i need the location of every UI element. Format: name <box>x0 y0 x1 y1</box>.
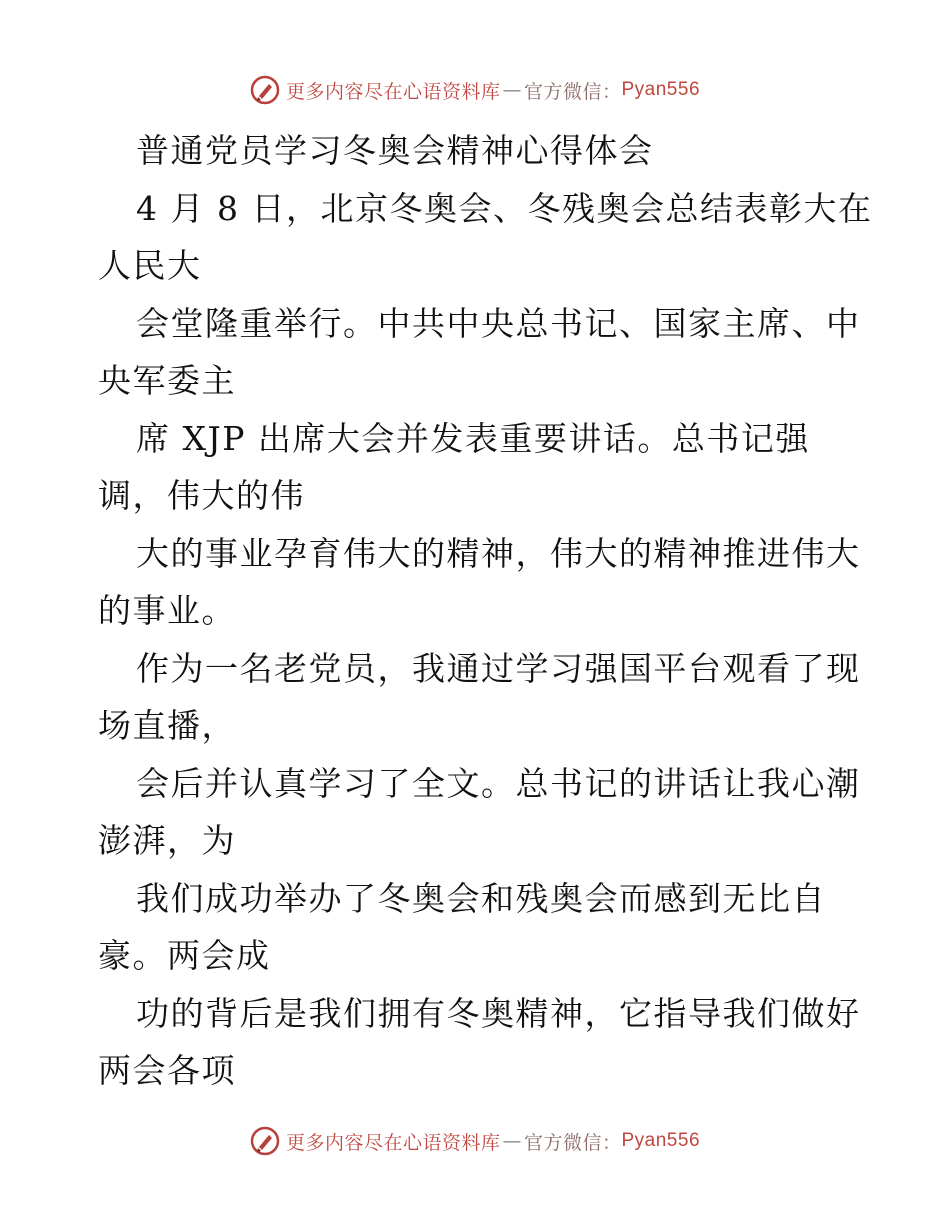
text-line: 两会各项 <box>98 1051 236 1090</box>
text-line: 4 月 8 日，北京冬奥会、冬残奥会总结表彰大在 <box>136 188 873 228</box>
text-line: 席 XJP 出席大会并发表重要讲话。总书记强 <box>136 418 810 458</box>
text-line: 会堂隆重举行。中共中央总书记、国家主席、中 <box>136 303 861 343</box>
text-line: 澎湃，为 <box>98 821 236 860</box>
watermark-main-text: 更多内容尽在心语资料库 <box>285 80 501 103</box>
text-line: 会后并认真学习了全文。总书记的讲话让我心潮 <box>136 763 861 803</box>
footer-watermark <box>0 1126 950 1156</box>
text-line: 作为一名老党员，我通过学习强国平台观看了现 <box>136 648 861 688</box>
text-line: 央军委主 <box>98 361 236 400</box>
text-line: 调，伟大的伟 <box>98 476 305 515</box>
text-line: 豪。两会成 <box>98 936 271 975</box>
watermark-label: 官方微信： <box>523 80 622 103</box>
watermark-separator: — <box>502 1130 522 1152</box>
text-line: 大的事业孕育伟大的精神，伟大的精神推进伟大 <box>136 533 861 573</box>
text-line: 我们成功举办了冬奥会和残奥会而感到无比自 <box>136 878 826 918</box>
text-line: 人民大 <box>98 246 202 285</box>
text-line: 功的背后是我们拥有冬奥精神，它指导我们做好 <box>136 993 861 1033</box>
watermark-main-text: 更多内容尽在心语资料库 <box>285 1131 501 1154</box>
text-line: 的事业。 <box>98 591 236 630</box>
text-line: 场直播， <box>98 706 236 745</box>
pen-seal-icon <box>250 1126 280 1156</box>
text-line: 普通党员学习冬奥会精神心得体会 <box>136 131 654 170</box>
header-watermark <box>0 75 950 105</box>
document-body <box>98 122 873 1100</box>
watermark-account: Pyan556 <box>621 1130 701 1151</box>
watermark-separator: — <box>502 79 522 101</box>
watermark-account: Pyan556 <box>621 79 701 100</box>
watermark-label: 官方微信： <box>523 1131 622 1154</box>
pen-seal-icon <box>250 75 280 105</box>
